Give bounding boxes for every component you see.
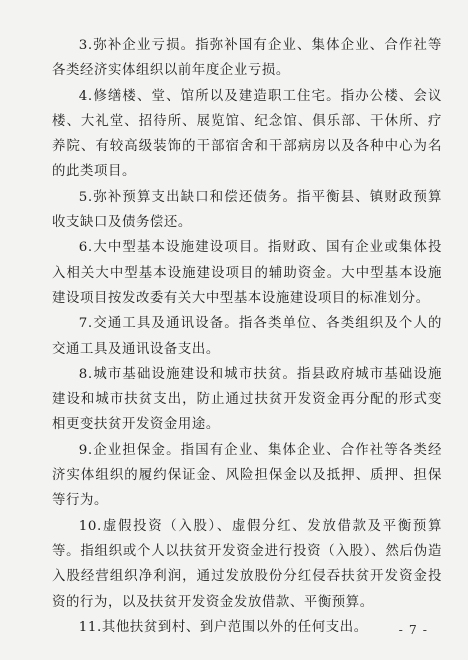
paragraph-7: 7.交通工具及通讯设备。指各类单位、各类组织及个人的交通工具及通讯设备支出。 [52,316,442,357]
paragraph-10: 10.虚假投资（入股）、虚假分红、发放借款及平衡预算等。指组织或个人以扶贫开发资金进行投资（入股）、然后伪造入股经营组织净利润，通过发放股份分红侵吞扶贫开发资金投资的行为，以及扶贫开发资金发放借款、平衡预算。 [52,518,442,610]
paragraph-4: 4.修缮楼、堂、馆所以及建造职工住宅。指办公楼、会议楼、大礼堂、招待所、展览馆、纪念馆、俱乐部、干休所、疗养院、有较高级装饰的干部宿舍和干部病房以及各种中心为名的此类项目。 [52,88,442,180]
paragraph-5: 5.弥补预算支出缺口和偿还债务。指平衡县、镇财政预算收支缺口及债务偿还。 [52,189,442,231]
paragraph-3: 3.弥补企业亏损。指弥补国有企业、集体企业、合作社等各类经济实体组织以前年度企业亏损。 [52,38,442,79]
paragraph-6: 6.大中型基本设施建设项目。指财政、国有企业或集体投入相关大中型基本设施建设项目的辅助资金。大中型基本设施建设项目按发改委有关大中型基本设施建设项目的标准划分。 [52,240,442,306]
paragraph-9: 9.企业担保金。指国有企业、集体企业、合作社等各类经济实体组织的履约保证金、风险担保金以及抵押、质押、担保等行为。 [52,442,442,509]
paragraph-11: 11.其他扶贫到村、到户范围以外的任何支出。 [78,619,368,635]
paragraph-8: 8.城市基础设施建设和城市扶贫。指县政府城市基础设施建设和城市扶贫支出，防止通过扶贫开发资金再分配的形式变相更变扶贫开发资金用途。 [52,366,442,433]
page-number: - 7 - [398,622,428,637]
document-body [52,33,442,640]
